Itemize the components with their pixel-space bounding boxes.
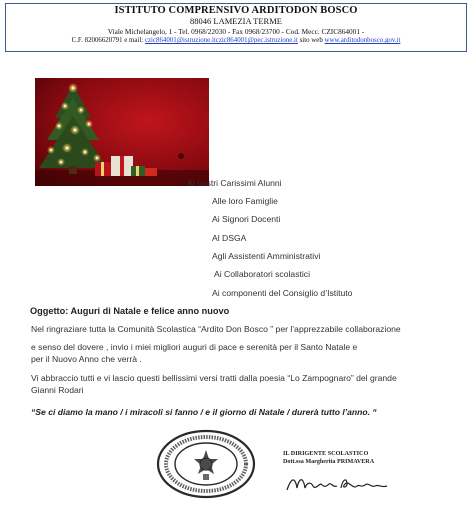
website-label: sito web	[299, 37, 323, 44]
recipient-school-collaborators: Ai Collaboratori scolastici	[214, 269, 310, 279]
recipient-school-council: Ai componenti del Consiglio d’Istituto	[212, 288, 353, 298]
principal-name: Dott.ssa Margherita PRIMAVERA	[283, 459, 375, 465]
christmas-tree-illustration	[35, 78, 209, 186]
signature-icon	[283, 470, 393, 498]
school-city: 88046 LAMEZIA TERME	[190, 16, 282, 26]
handwritten-signature	[283, 470, 393, 503]
school-letterhead	[5, 3, 467, 52]
christmas-tree-image	[35, 78, 209, 186]
letter-subject: Oggetto: Auguri di Natale e felice anno nuovo	[30, 306, 230, 316]
website-link[interactable]: www.arditodonbosco.gov.it	[324, 37, 401, 44]
paragraph-poem-intro-line1: Vi abbraccio tutti e vi lascio questi bellissimi versi tratti dalla poesia “Lo Zampognaro” del grande	[31, 373, 397, 383]
poem-quote: “Se ci diamo la mano / i miracoli si fanno / e il giorno di Natale / durerà tutto l’anno. “	[31, 407, 377, 417]
recipient-students: Ai nostri Carissimi Alunni	[187, 178, 282, 188]
paragraph-thanks-line1: Nel ringraziare tutta la Comunità Scolastica “Ardito Don Bosco ” per l’apprezzabile collaborazione	[31, 324, 401, 334]
school-stamp	[152, 428, 260, 500]
school-name: ISTITUTO COMPRENSIVO ARDITODON BOSCO	[114, 5, 358, 16]
tax-code-label: C.F. 82006620791 e mail:	[71, 37, 144, 44]
school-contacts	[6, 37, 466, 44]
signature-block	[283, 450, 374, 465]
recipient-families: Alle loro Famiglie	[212, 196, 278, 206]
recipient-dsga: Al DSGA	[212, 233, 247, 243]
stamp-seal-icon	[152, 428, 260, 500]
email-link[interactable]: czic864001@istruzione.itczic864001@pec.istruzione.it	[144, 37, 298, 44]
principal-role: IL DIRIGENTE SCOLASTICO	[283, 450, 369, 457]
paragraph-thanks-line3: per il Nuovo Anno che verrà .	[31, 354, 142, 364]
recipient-administrative-staff: Agli Assistenti Amministrativi	[212, 251, 321, 261]
paragraph-thanks-line2: e senso del dovere , invio i miei migliori auguri di pace e serenità per il Santo Natale e	[31, 342, 358, 352]
paragraph-poem-intro-line2: Gianni Rodari	[31, 385, 84, 395]
emblem-icon	[194, 450, 218, 480]
school-address: Viale Michelangelo, 1 - Tel. 0968/22030 - Fax 0968/23700 - Cod. Mecc. CZIC864001 -	[107, 27, 365, 36]
recipient-teachers: Ai Signori Docenti	[212, 214, 281, 224]
gift-boxes-icon	[95, 156, 157, 176]
